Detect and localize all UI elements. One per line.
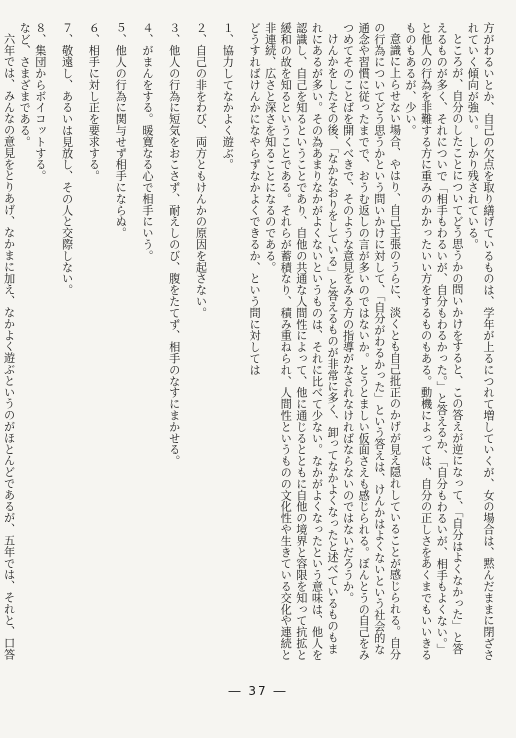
paragraph: けんかをしたその後、「なかなおりをしている」と答えるものが非常に多く、卸ってなかよくなったと述べているものもまれにあるが多い。その為あまりなかがよくないというものは、それに比べて少ない。なかがよくなったという意味は、他人を認識し、自己を知るということであり、自他の共通な人間性によって、他に通じるとともに自他の境界と容限を知って抗拡と緩和の故を知るということである。それらが蓄積なり、積み重ねられ、人間性というものの文化性や生きている交化や連続と非連続、広さと深さを知ることになるのである。 (263, 22, 340, 661)
list-item: ４、がまんをする。暖寛なる心で相手にいう。 (140, 22, 154, 262)
list-item: １、協力してなかよく遊ぶ。 (221, 22, 235, 171)
list-item: ２、自己の非をわび、両方ともけんかの原因を起さない。 (194, 22, 208, 319)
list-item: ６、相手に対し正を要求する。 (87, 22, 101, 182)
paragraph: 方がわるいとか、自己の欠点を取り繕げているものは、学年が上るにつれて増していくが、女の場合は、黙んだままに閉ざされていく傾向が強い。しかり残されている。 (466, 22, 495, 661)
list-item: ８、集団からボイコットする。 (33, 22, 47, 182)
paragraph: 六年では、みんなの意見をとりあげ、なかまに加え、なかよく遊ぶというのがほとんどであるが、五年では、それと、口答 (2, 33, 16, 661)
list-item: ５、他人の行為に関与せず相手にならぬ。 (114, 22, 128, 239)
list-item: ７、敬遠し、あるいは見放し、その人と交際しない。 (60, 22, 74, 296)
vertical-text-body (2, 22, 496, 662)
paragraph: など、さまざまである。 (18, 22, 32, 148)
page-number: ― 37 ― (228, 684, 288, 698)
paragraph: ところが、自分のしたことについてどう思うかの問いかけをすると、この答えが逆になって、「自分はよくなかった」と答えるものが多く、それについで「相手もわるいが、自分もわるかった。」と答えるか、「自分もわるいが、相手もよくない。」と他人の行為を非難する方に重みのかかったいい方をするものもある。動機によっては、自分の正しさをあくまでもいいきるものもあるが、少い。 (404, 22, 464, 661)
list-item: ３、他人の行為に短気をおこさず、耐えしのび、腹をたてず、相手のなすにまかせる。 (167, 22, 181, 467)
paragraph: どうすればけんかになやらずなかよくできるか、という問に対しては (248, 22, 262, 376)
paragraph: 意識に上らせない場合、やはり、自己主張のうらに、淡くとも自己批正のかげが見え隠れしていることが感じられる。自分の行為についてどう思うかという問いかけに対して、「自分がわるかった」という答えは、けんかはよくないという社会的な通念や習慣に従ったまでで、おうむ返しの言が多いのではないか。とうとましい仮面さえも感じられる。ぼんとうの自己をみつめてそのことばを開くべきで、そのような意見をみる方の指導がなされなければならないのではないだろうか。 (341, 22, 402, 661)
